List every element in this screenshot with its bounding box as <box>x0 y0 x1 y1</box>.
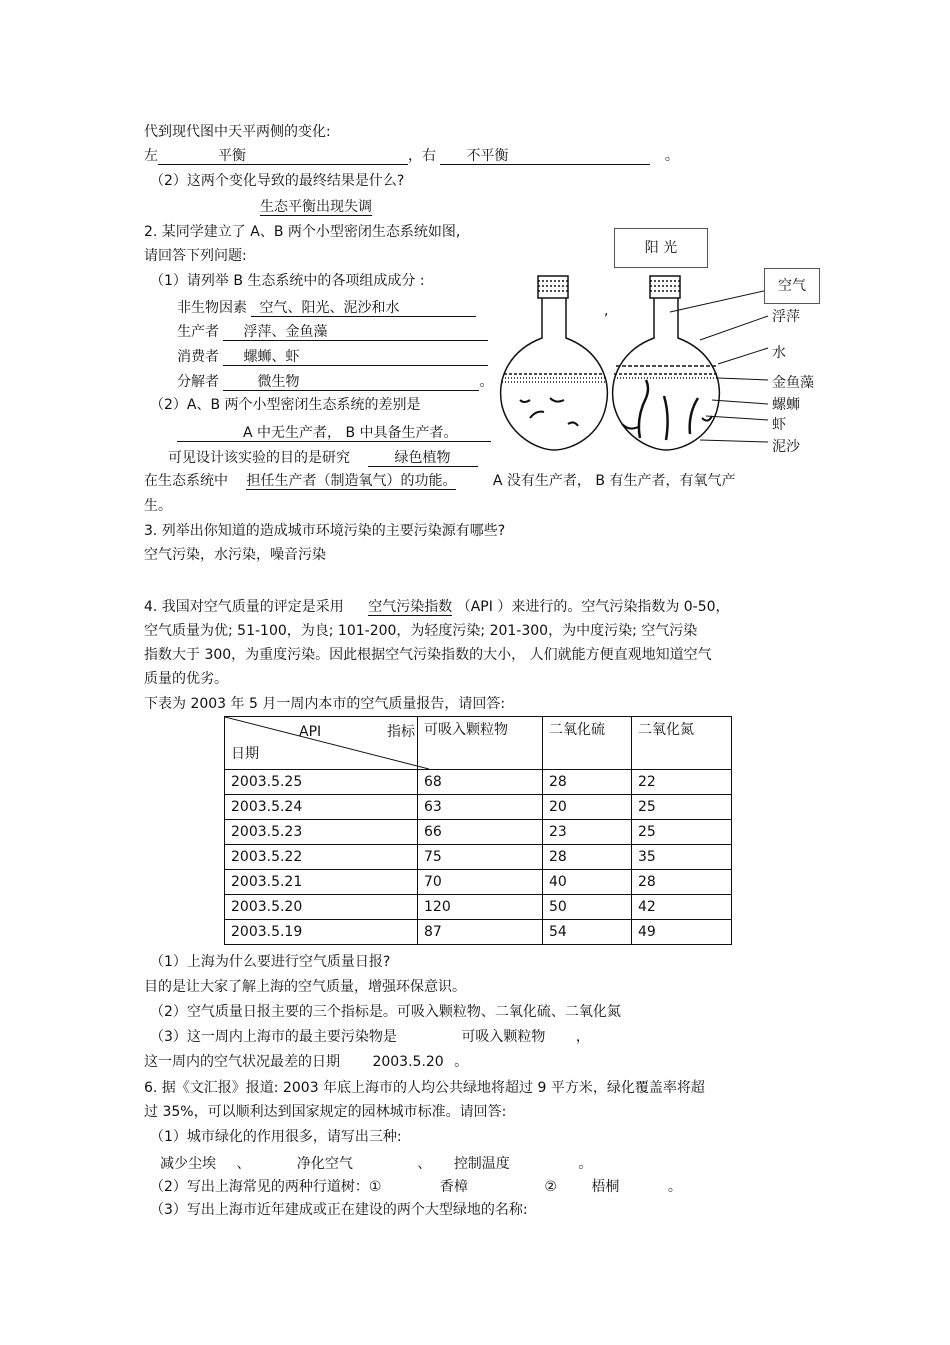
tree-2: 梧桐 <box>591 1179 620 1195</box>
cell-so2: 40 <box>543 870 632 895</box>
q4-table-intro: 下表为 2003 年 5 月一周内本市的空气质量报告，请回答: <box>144 696 506 712</box>
difference-answer: A 中无生产者， B 中具备生产者。 <box>177 425 491 442</box>
cell-date: 2003.5.25 <box>225 770 418 795</box>
q4-s3c: ， <box>575 1029 590 1045</box>
q3-title: 3. 列举出你知道的造成城市环境污染的主要污染源有哪些? <box>144 523 506 539</box>
consumer-row <box>177 348 488 366</box>
intro-answers <box>144 147 679 165</box>
q4-p4: 质量的优劣。 <box>144 671 228 687</box>
right-answer: 不平衡 <box>440 148 650 165</box>
q3-answer: 空气污染，水污染，噪音污染 <box>144 547 326 563</box>
q4-p1c: （API ）来进行的。空气污染指数为 0-50， <box>456 599 730 615</box>
research-label: 可见设计该实验的目的是研究 <box>168 450 350 466</box>
research-row <box>168 449 478 467</box>
table-row <box>225 870 732 895</box>
cell-pm: 68 <box>418 770 543 795</box>
label-duckweed: 浮萍 <box>772 309 800 325</box>
header-pm: 可吸入颗粒物 <box>418 717 543 770</box>
cell-no2: 35 <box>632 845 732 870</box>
intro-q2: （2）这两个变化导致的最终结果是什么? <box>150 173 405 189</box>
flask-b <box>613 276 720 450</box>
producer-answer: 浮萍、金鱼藻 <box>223 324 488 341</box>
q4-s4c: 。 <box>454 1054 469 1070</box>
api-answer: 空气污染指数 <box>368 599 453 615</box>
cell-so2: 28 <box>543 770 632 795</box>
cell-date: 2003.5.21 <box>225 870 418 895</box>
cell-pm: 75 <box>418 845 543 870</box>
greening-3: 控制温度 <box>453 1156 510 1172</box>
q6-s2b: ② <box>544 1179 557 1195</box>
role-end: 生。 <box>144 498 172 514</box>
greening-1: 减少尘埃 <box>160 1156 216 1172</box>
greening-2: 净化空气 <box>296 1156 353 1172</box>
q6-s2a: （2）写出上海常见的两种行道树：① <box>150 1179 382 1195</box>
label-mud: 泥沙 <box>772 439 800 455</box>
q2-sub1: （1）请列举 B 生态系统中的各项组成成分 : <box>150 273 425 289</box>
abiotic-answer: 空气、阳光、泥沙和水 <box>251 300 476 317</box>
cell-so2: 28 <box>543 845 632 870</box>
label-shrimp: 虾 <box>772 417 786 433</box>
table-corner-cell <box>225 717 418 770</box>
role-label: 在生态系统中 <box>144 473 228 489</box>
cell-pm: 63 <box>418 795 543 820</box>
q6-greening-row: 减少尘埃 、 净化空气 、 控制温度 。 <box>160 1156 593 1172</box>
q2-title: 2. 某同学建立了 A、B 两个小型密闭生态系统如图, <box>144 224 461 240</box>
q4-p3: 指数大于 300，为重度污染。因此根据空气污染指数的大小， 人们就能方便直观地知道空气 <box>144 647 712 663</box>
abiotic-row <box>177 299 476 317</box>
q4-s1: （1）上海为什么要进行空气质量日报? <box>150 954 391 970</box>
tree-1: 香樟 <box>439 1179 468 1195</box>
corner-api: API <box>299 724 322 740</box>
cell-date: 2003.5.22 <box>225 845 418 870</box>
cell-no2: 28 <box>632 870 732 895</box>
cell-pm: 66 <box>418 820 543 845</box>
decomposer-answer: 微生物 <box>223 374 479 391</box>
cell-no2: 42 <box>632 895 732 920</box>
cell-date: 2003.5.23 <box>225 820 418 845</box>
q6-p2: 过 35%，可以顺利达到国家规定的园林城市标准。请回答: <box>144 1104 507 1120</box>
producer-label: 生产者 <box>177 324 219 340</box>
corner-index: 指标 <box>387 724 415 740</box>
role-answer: 担任生产者（制造氧气）的功能。 <box>246 473 457 489</box>
consumer-answer: 螺蛳、虾 <box>223 349 488 366</box>
table-row <box>225 845 732 870</box>
label-water: 水 <box>772 345 786 361</box>
q6-p1: 6. 据《文汇报》报道: 2003 年底上海市的人均公共绿地将超过 9 平方米，绿化覆盖率将超 <box>144 1080 705 1096</box>
q6-s2 <box>150 1178 682 1196</box>
role-row <box>144 472 735 490</box>
q4-s4 <box>144 1053 468 1071</box>
q4-s2: （2）空气质量日报主要的三个指标是。可吸入颗粒物、二氧化硫、二氧化氮 <box>150 1004 621 1020</box>
right-label: ，右 <box>408 148 436 164</box>
q4-s3a: （3）这一周内上海市的最主要污染物是 <box>150 1029 397 1045</box>
corner-date: 日期 <box>231 746 259 762</box>
q4-a1: 目的是让大家了解上海的空气质量，增强环保意识。 <box>144 979 466 995</box>
cell-no2: 25 <box>632 820 732 845</box>
q2-title2: 请回答下列问题: <box>144 248 247 264</box>
air-quality-table <box>224 716 732 945</box>
table-row <box>225 920 732 945</box>
cell-pm: 70 <box>418 870 543 895</box>
cell-date: 2003.5.19 <box>225 920 418 945</box>
air-box: 空气 <box>764 268 820 304</box>
cell-no2: 25 <box>632 795 732 820</box>
left-label: 左 <box>144 148 158 164</box>
cell-pm: 87 <box>418 920 543 945</box>
consumer-label: 消费者 <box>177 349 219 365</box>
role-post: A 没有生产者， B 有生产者，有氧气产 <box>492 473 736 489</box>
q6-s1: （1）城市绿化的作用很多，请写出三种: <box>150 1129 402 1145</box>
cell-so2: 54 <box>543 920 632 945</box>
intro-end: 。 <box>664 148 679 164</box>
q4-p2: 空气质量为优; 51-100，为良; 101-200，为轻度污染; 201-300，为中度污染; 空气污染 <box>144 623 698 639</box>
table-header-row <box>225 717 732 770</box>
sunlight-box: 阳 光 <box>614 228 708 268</box>
left-answer: 平衡 <box>158 148 408 165</box>
header-so2: 二氧化硫 <box>543 717 632 770</box>
abiotic-comma: , <box>604 303 609 319</box>
cell-date: 2003.5.24 <box>225 795 418 820</box>
q4-p1a: 4. 我国对空气质量的评定是采用 <box>144 599 344 615</box>
cell-pm: 120 <box>418 895 543 920</box>
intro-line: 代到现代图中天平两侧的变化: <box>144 124 331 140</box>
cell-no2: 22 <box>632 770 732 795</box>
table-row <box>225 820 732 845</box>
table-row <box>225 770 732 795</box>
abiotic-label: 非生物因素 <box>177 300 247 316</box>
research-answer: 绿色植物 <box>368 450 478 467</box>
q2-sub2: （2）A、B 两个小型密闭生态系统的差别是 <box>150 397 421 413</box>
main-pollutant-answer: 可吸入颗粒物 <box>461 1029 546 1045</box>
label-snail: 螺蛳 <box>772 397 800 413</box>
header-no2: 二氧化氮 <box>632 717 732 770</box>
table-row <box>225 795 732 820</box>
cell-so2: 50 <box>543 895 632 920</box>
flask-figure <box>490 228 820 463</box>
label-hornwort: 金鱼藻 <box>772 375 814 391</box>
decomposer-label: 分解者 <box>177 374 219 390</box>
q4-p1 <box>144 598 730 616</box>
cell-so2: 20 <box>543 795 632 820</box>
table-row <box>225 895 732 920</box>
cell-no2: 49 <box>632 920 732 945</box>
q6-s2c: 。 <box>667 1179 682 1195</box>
cell-date: 2003.5.20 <box>225 895 418 920</box>
cell-so2: 23 <box>543 820 632 845</box>
worst-date-answer: 2003.5.20 <box>372 1054 444 1070</box>
flask-a <box>501 276 608 450</box>
intro-q2-answer: 生态平衡出现失调 <box>260 199 372 215</box>
q4-s4a: 这一周内的空气状况最差的日期 <box>144 1054 340 1070</box>
decomposer-row: 分解者 微生物 。 <box>177 374 494 390</box>
q4-s3 <box>150 1028 590 1046</box>
q6-s3: （3）写出上海市近年建成或正在建设的两个大型绿地的名称: <box>150 1202 528 1218</box>
producer-row <box>177 323 488 341</box>
